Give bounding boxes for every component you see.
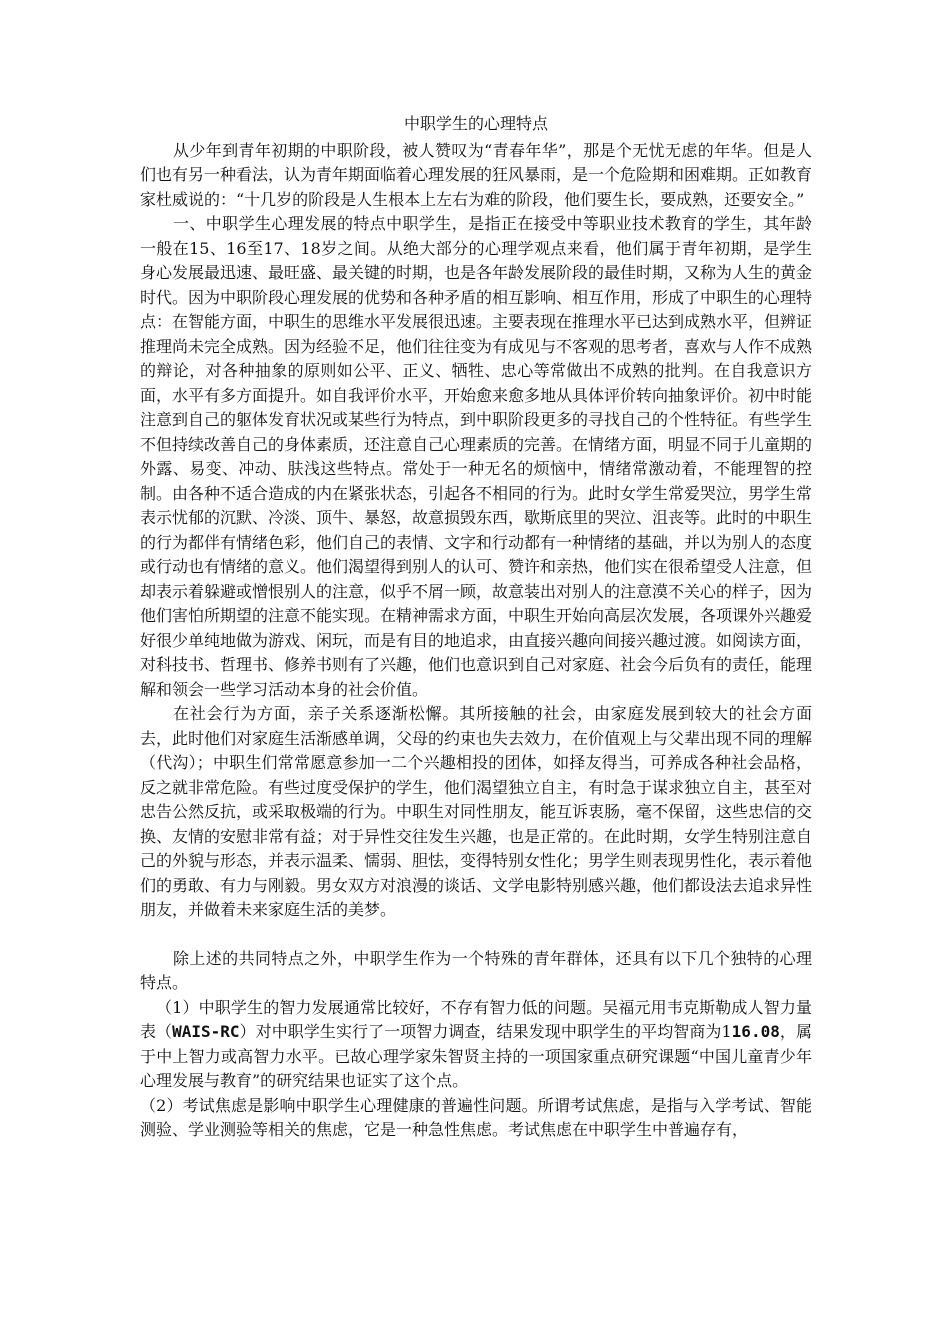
- point-one-paragraph: [140, 996, 812, 1094]
- point-one-text-a: （1）中职学生的智力发展通常比较好，不存有智力低的问题。吴福元用韦克斯勒成人智力量表（: [140, 997, 812, 1041]
- section-one-paragraph: 一、中职学生心理发展的特点中职学生，是指正在接受中等职业技术教育的学生，其年龄一般在15、16至17、18岁之间。从绝大部分的心理学观点来看，他们属于青年初期，是学生身心发展最迅速、最旺盛、最关键的时期，也是各年龄发展阶段的最佳时期，又称为人生的黄金时代。因为中职阶段心理发展的优势和各种矛盾的相互影响、相互作用，形成了中职生的心理特点：在智能方面，中职生的思维水平发展很迅速。主要表现在推理水平已达到成熟水平，但辨证推理尚未完全成熟。因为经验不足，他们往往变为有成见与不客观的思考者，喜欢与人作不成熟的辩论，对各种抽象的原则如公平、正义、牺牲、忠心等常做出不成熟的批判。在自我意识方面，水平有多方面提升。如自我评价水平，开始愈来愈多地从具体评价转向抽象评价。初中时能注意到自己的躯体发育状况或某些行为特点，到中职阶段更多的寻找自己的个性特征。有些学生不但持续改善自己的身体素质，还注意自己心理素质的完善。在情绪方面，明显不同于儿童期的外露、易变、冲动、肤浅这些特点。常处于一种无名的烦恼中，情绪常激动着，不能理智的控制。由各种不适合造成的内在紧张状态，引起各不相同的行为。此时女学生常爱哭泣，男学生常表示忧郁的沉默、冷淡、顶牛、暴怒，故意损毁东西，歇斯底里的哭泣、沮丧等。此时的中职生的行为都伴有情绪色彩，他们自己的表情、文字和行动都有一种情绪的基础，并以为别人的态度或行动也有情绪的意义。他们渴望得到别人的认可、赞许和亲热，他们实在很希望受人注意，但却表示着躲避或憎恨别人的注意，似乎不屑一顾，故意装出对别人的注意漠不关心的样子，因为他们害怕所期望的注意不能实现。在精神需求方面，中职生开始向高层次发展，各项课外兴趣爱好很少单纯地做为游戏、闲玩，而是有目的地追求，由直接兴趣向间接兴趣过渡。如阅读方面，对科技书、哲理书、修养书则有了兴趣，他们也意识到自己对家庭、社会今后负有的责任，能理解和领会一些学习活动本身的社会价值。: [140, 214, 813, 699]
- wais-rc-term: WAIS-RC: [172, 1022, 240, 1041]
- social-behavior-paragraph: 在社会行为方面，亲子关系逐渐松懈。其所接触的社会，由家庭发展到较大的社会方面去，此时他们对家庭生活渐感单调，父母的约束也失去效力，在价值观上与父辈出现不同的理解（代沟）；中职生们常常愿意参加一二个兴趣相投的团体，如择友得当，可养成各种社会品格，反之就非常危险。有些过度受保护的学生，他们渴望独立自主，有时急于谋求独立自主，甚至对忠告公然反抗，或采取极端的行为。中职生对同性朋友，能互诉衷肠，毫不保留，这些忠信的交换、友情的安慰非常有益；对于异性交往发生兴趣，也是正常的。在此时期，女学生特别注意自己的外貌与形态，并表示温柔、懦弱、胆怯，变得特别女性化；男学生则表现男性化，表示着他们的勇敢、有力与刚毅。男女双方对浪漫的谈话、文学电影特别感兴趣，他们都设法去追求异性朋友，并做着未来家庭生活的美梦。: [140, 704, 813, 919]
- unique-traits-intro-paragraph: 除上述的共同特点之外，中职学生作为一个特殊的青年群体，还具有以下几个独特的心理特点。: [140, 948, 812, 992]
- point-one-text-c: ，属于中上智力或高智力水平。已故心理学家朱智贤主持的一项国家重点研究课题“中国儿童青少年心理发展与教育”的研究结果也证实了这个点。: [140, 1022, 812, 1090]
- document-page: [140, 112, 812, 1143]
- paragraph-gap: [140, 923, 812, 947]
- point-two-paragraph: （2）考试焦虑是影响中职学生心理健康的普遍性问题。所谓考试焦虑，是指与入学考试、智能测验、学业测验等相关的焦虑，它是一种急性焦虑。考试焦虑在中职学生中普遍存有，: [140, 1095, 812, 1139]
- point-one-text-b: ）对中职学生实行了一项智力调查，结果发现中职学生的平均智商为1: [239, 1022, 732, 1041]
- intro-paragraph: 从少年到青年初期的中职阶段，被人赞叹为“青春年华”，那是个无忧无虑的年华。但是人们也有另一种看法，认为青年期面临着心理发展的狂风暴雨，是一个危险期和困难期。正如教育家杜威说的：“十几岁的阶段是人生根本上左右为难的阶段，他们要生长，要成熟，还要安全。”: [140, 140, 813, 209]
- iq-value: 16.08: [731, 1022, 780, 1041]
- document-title: 中职学生的心理特点: [403, 114, 548, 133]
